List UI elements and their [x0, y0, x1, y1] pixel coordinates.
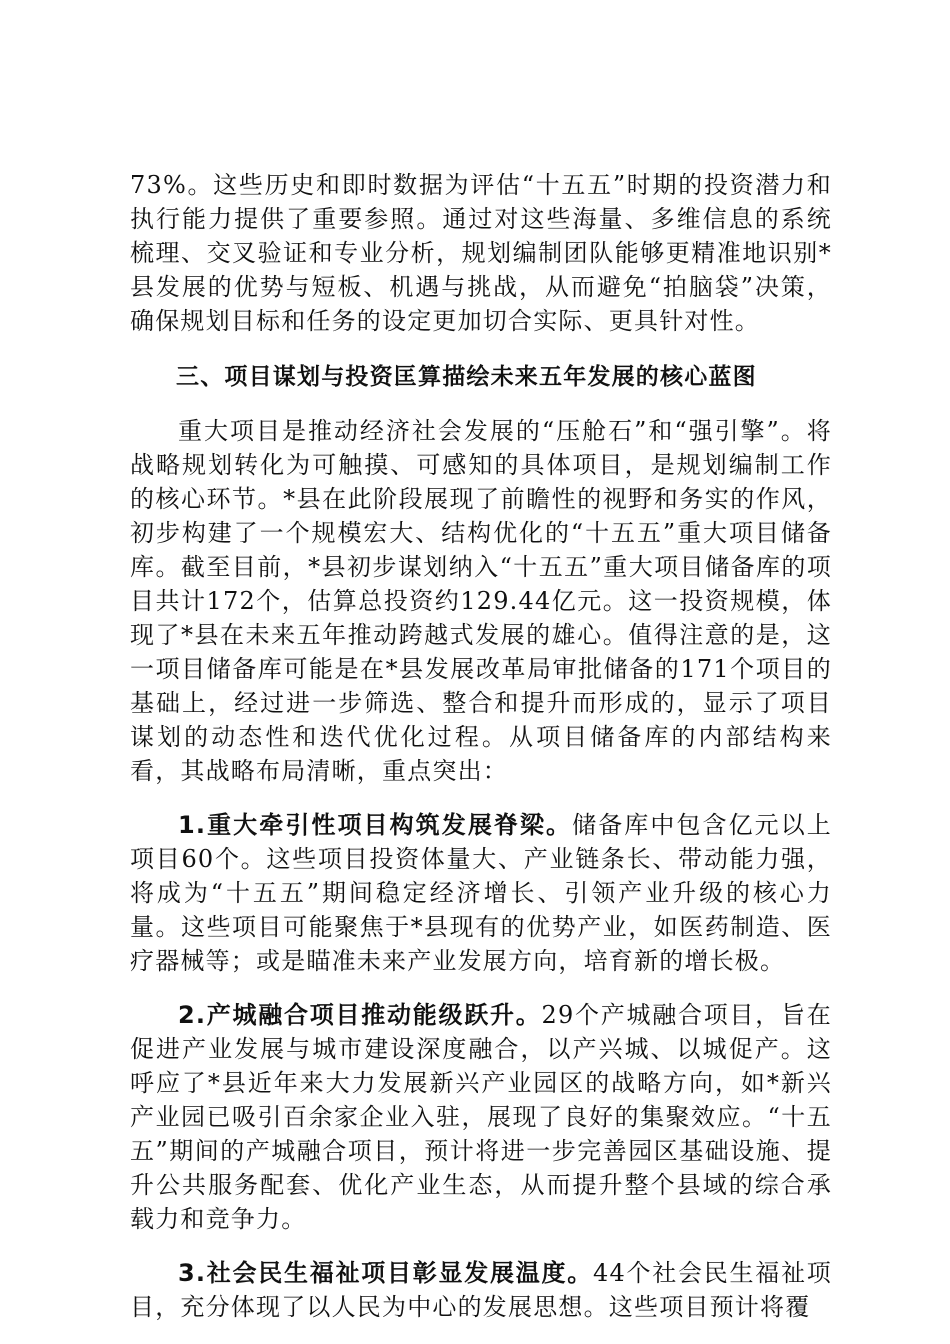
- list-item-1-lead: 1.重大牵引性项目构筑发展脊梁。: [178, 811, 573, 839]
- list-item-2-lead: 2.产城融合项目推动能级跃升。: [178, 1001, 542, 1029]
- list-item-3-body: 44个社会民生福祉项目，充分体现了以人民为中心的发展思想。这些项目预计将覆: [130, 1259, 832, 1321]
- intro-paragraph: 73%。这些历史和即时数据为评估“十五五”时期的投资潜力和执行能力提供了重要参照。通过对这些海量、多维信息的系统梳理、交叉验证和专业分析，规划编制团队能够更精准地识别*县发展的优势与短板、机遇与挑战，从而避免“拍脑袋”决策，确保规划目标和任务的设定更加切合实际、更具针对性。: [130, 171, 832, 335]
- list-item-1: [130, 808, 832, 978]
- document-body: [130, 168, 832, 1324]
- list-item-2: [130, 998, 832, 1236]
- list-item-1-body: 储备库中包含亿元以上项目60个。这些项目投资体量大、产业链条长、带动能力强，将成为“十五五”期间稳定经济增长、引领产业升级的核心力量。这些项目可能聚焦于*县现有的优势产业，如医药制造、医疗器械等；或是瞄准未来产业发展方向，培育新的增长极。: [130, 811, 833, 975]
- list-item-3: [130, 1256, 832, 1324]
- section-heading: 三、项目谋划与投资匡算描绘未来五年发展的核心蓝图: [176, 364, 757, 390]
- section-paragraph: 重大项目是推动经济社会发展的“压舱石”和“强引擎”。将战略规划转化为可触摸、可感知的具体项目，是规划编制工作的核心环节。*县在此阶段展现了前瞻性的视野和务实的作风，初步构建了一个规模宏大、结构优化的“十五五”重大项目储备库。截至目前，*县初步谋划纳入“十五五”重大项目储备库的项目共计172个，估算总投资约129.44亿元。这一投资规模，体现了*县在未来五年推动跨越式发展的雄心。值得注意的是，这一项目储备库可能是在*县发展改革局审批储备的171个项目的基础上，经过进一步筛选、整合和提升而形成的，显示了项目谋划的动态性和迭代优化过程。从项目储备库的内部结构来看，其战略布局清晰，重点突出：: [130, 417, 832, 785]
- list-item-2-body: 29个产城融合项目，旨在促进产业发展与城市建设深度融合，以产兴城、以城促产。这呼应了*县近年来大力发展新兴产业园区的战略方向，如*新兴产业园已吸引百余家企业入驻，展现了良好的集聚效应。“十五五”期间的产城融合项目，预计将进一步完善园区基础设施、提升公共服务配套、优化产业生态，从而提升整个县域的综合承载力和竞争力。: [130, 1001, 832, 1233]
- list-item-3-lead: 3.社会民生福祉项目彰显发展温度。: [178, 1259, 594, 1287]
